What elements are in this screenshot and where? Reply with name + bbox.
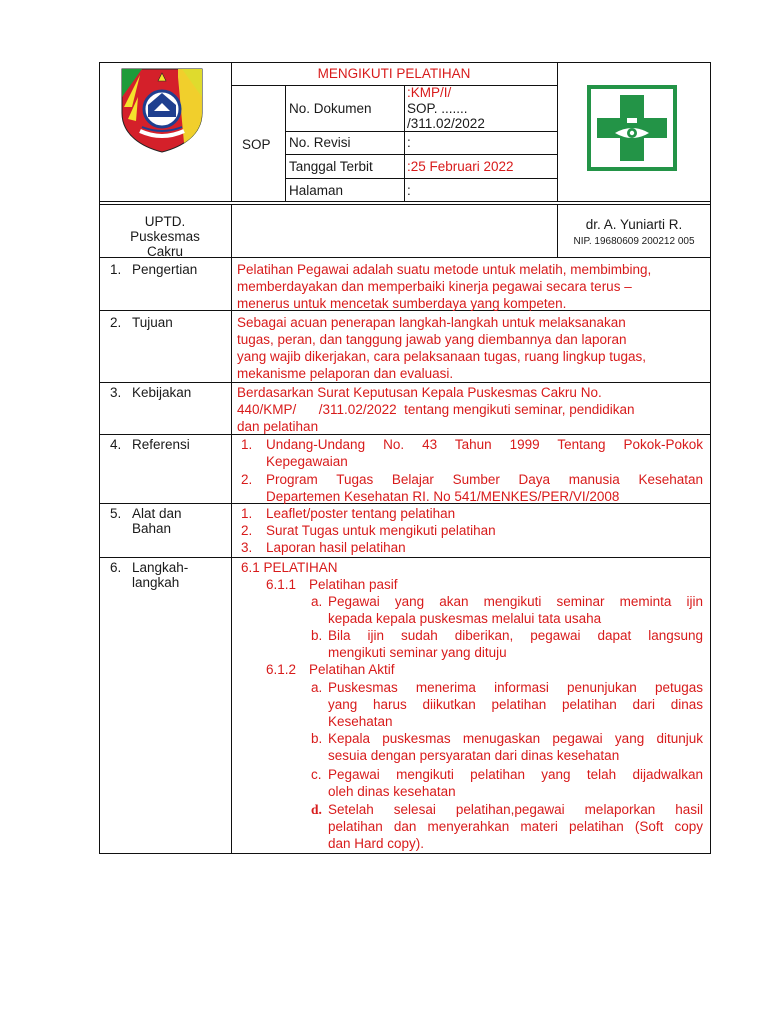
aktif-c-line-2: oleh dinas kesehatan (328, 784, 456, 799)
tool-item-1-text: Leaflet/poster tentang pelatihan (266, 506, 456, 521)
org-line-3: Cakru (146, 244, 183, 259)
sub-2-number: 6.1.2 (266, 662, 297, 677)
label-no-revisi: No. Revisi (289, 135, 351, 150)
aktif-d-marker: d. (311, 802, 322, 817)
vrule-org-left (231, 204, 232, 258)
aktif-a-marker: a. (311, 680, 323, 695)
section-6-number: 6. (110, 560, 122, 575)
pasif-a-text (328, 593, 703, 627)
aktif-a-line-2: yang harus diikutkan pelatihan pelatihan dari dinas (328, 697, 703, 712)
vrule-logo (231, 62, 232, 202)
regional-crest-logo (118, 67, 206, 153)
ref-item-1-line-2: Kepegawaian (266, 454, 348, 469)
ref-item-2-line-1: Program Tugas Belajar Sumber Daya manusia Kesehatan (266, 472, 703, 487)
section-1-title: Pengertian (132, 262, 198, 277)
value-no-revisi: : (407, 135, 411, 150)
section-1-number: 1. (110, 262, 122, 277)
aktif-b-marker: b. (311, 731, 323, 746)
section-1-line-2: memberdayakan dan memperbaiki kinerja pegawai secara terus – (237, 279, 632, 294)
aktif-b-line-2: sesuia dengan persyaratan dari dinas kesehatan (328, 748, 620, 763)
section-2-line-2: tugas, peran, dan tanggung jawab yang diembannya dan laporan (237, 332, 627, 347)
sub-1-number: 6.1.1 (266, 577, 297, 592)
aktif-a-line-3: Kesehatan (328, 714, 393, 729)
section-2-title: Tujuan (132, 315, 173, 330)
label-halaman: Halaman (289, 183, 344, 198)
section-3-line-1: Berdasarkan Surat Keputusan Kepala Puskesmas Cakru No. (237, 385, 602, 400)
signer-nip: NIP. 19680609 200212 005 (573, 236, 695, 247)
label-tanggal-terbit: Tanggal Terbit (289, 159, 373, 174)
rule-title (231, 85, 557, 86)
section-1-line-3: menerus untuk mencetak sumberdaya yang kompeten. (237, 296, 567, 311)
section-4-title: Referensi (132, 437, 190, 452)
section-2-line-4: mekanisme pelaporan dan evaluasi. (237, 366, 454, 381)
section-2-number: 2. (110, 315, 122, 330)
value-tanggal-terbit: :25 Februari 2022 (407, 159, 514, 174)
tool-item-3-number: 3. (241, 540, 253, 555)
ref-item-2-text (266, 471, 703, 505)
vrule-body (231, 258, 232, 854)
section-3-number: 3. (110, 385, 122, 400)
border-left (99, 62, 100, 854)
rule-tanggal (285, 178, 557, 179)
aktif-d-line-3: dan Hard copy). (328, 836, 425, 851)
step-heading: 6.1 PELATIHAN (241, 560, 338, 575)
tool-item-3-text: Laporan hasil pelatihan (266, 540, 406, 555)
section-3-body (237, 384, 705, 435)
aktif-b-text (328, 730, 703, 764)
signer-name: dr. A. Yuniarti R. (585, 217, 683, 232)
section-1-body (237, 261, 705, 312)
pasif-b-line-2: mengikuti seminar yang dituju (328, 645, 507, 660)
aktif-b-line-1: Kepala puskesmas menugaskan pegawai yang ditunjuk (328, 731, 703, 746)
value-no-dokumen-3: /311.02/2022 (407, 116, 485, 131)
pasif-a-line-1: Pegawai yang akan mengikuti seminar meminta ijin (328, 594, 703, 609)
pasif-b-marker: b. (311, 628, 323, 643)
aktif-c-line-1: Pegawai mengikuti pelatihan yang telah dijadwalkan (328, 767, 703, 782)
ref-item-2-number: 2. (241, 472, 253, 487)
puskesmas-green-cross-logo (587, 85, 677, 171)
aktif-d-line-1: Setelah selesai pelatihan,pegawai melaporkan hasil (328, 802, 703, 817)
border-right (710, 62, 711, 854)
rule-revisi (285, 154, 557, 155)
section-5-title-2: Bahan (132, 521, 172, 536)
pasif-b-text (328, 627, 703, 661)
ref-item-1-line-1: Undang-Undang No. 43 Tahun 1999 Tentang Pokok-Pokok (266, 437, 703, 452)
pasif-a-line-2: kepada kepala puskesmas melalui tata usaha (328, 611, 602, 626)
ref-item-1-number: 1. (241, 437, 253, 452)
aktif-a-text (328, 679, 703, 730)
aktif-d-line-2: pelatihan dan menyerahkan materi pelatihan (Soft copy (328, 819, 703, 834)
tool-item-1-number: 1. (241, 506, 253, 521)
rule-header-end-2 (99, 204, 711, 205)
section-3-line-3: dan pelatihan (237, 419, 319, 434)
section-4-number: 4. (110, 437, 122, 452)
section-2-line-1: Sebagai acuan penerapan langkah-langkah untuk melaksanakan (237, 315, 626, 330)
aktif-d-text (328, 801, 703, 852)
value-no-dokumen-1: :KMP/I/ (407, 85, 452, 100)
org-line-2: Puskesmas (130, 229, 200, 244)
tool-item-2-number: 2. (241, 523, 253, 538)
border-bottom (99, 853, 711, 854)
section-3-line-2: 440/KMP/ /311.02/2022 tentang mengikuti seminar, pendidikan (237, 402, 635, 417)
rule-header-end (99, 201, 711, 202)
sop-label: SOP (242, 137, 271, 152)
aktif-c-text (328, 766, 703, 800)
section-3-title: Kebijakan (132, 385, 192, 400)
org-line-1: UPTD. (144, 214, 186, 229)
aktif-a-line-1: Puskesmas menerima informasi penunjukan petugas (328, 680, 703, 695)
pasif-b-line-1: Bila ijin sudah diberikan, pegawai dapat langsung (328, 628, 703, 643)
section-1-line-1: Pelatihan Pegawai adalah suatu metode untuk melatih, membimbing, (237, 262, 652, 277)
tool-item-2-text: Surat Tugas untuk mengikuti pelatihan (266, 523, 496, 538)
pasif-a-marker: a. (311, 594, 323, 609)
vrule-rightlogo (557, 62, 558, 202)
value-halaman: : (407, 183, 411, 198)
section-2-line-3: yang wajib dikerjakan, cara pelaksanaan tugas, ruang lingkup tugas, (237, 349, 647, 364)
ref-item-1-text (266, 436, 703, 470)
label-no-dokumen: No. Dokumen (289, 101, 372, 116)
vrule-sop (285, 85, 286, 202)
border-top (99, 62, 711, 63)
value-no-dokumen-2: SOP. ....... (407, 101, 468, 116)
vrule-value (404, 85, 405, 202)
sub-2-title: Pelatihan Aktif (309, 662, 395, 677)
sub-1-title: Pelatihan pasif (309, 577, 398, 592)
aktif-c-marker: c. (311, 767, 322, 782)
document-title: MENGIKUTI PELATIHAN (317, 66, 471, 81)
ref-item-2-line-2: Departemen Kesehatan RI. No 541/MENKES/PER/VI/2008 (266, 489, 620, 504)
rule-s2 (99, 382, 711, 383)
section-6-title-2: langkah (132, 575, 180, 590)
sop-document (99, 62, 711, 854)
section-2-body (237, 314, 705, 382)
rule-s5 (99, 557, 711, 558)
section-6-title-1: Langkah- (132, 560, 189, 575)
section-5-title-1: Alat dan (132, 506, 182, 521)
section-5-number: 5. (110, 506, 122, 521)
